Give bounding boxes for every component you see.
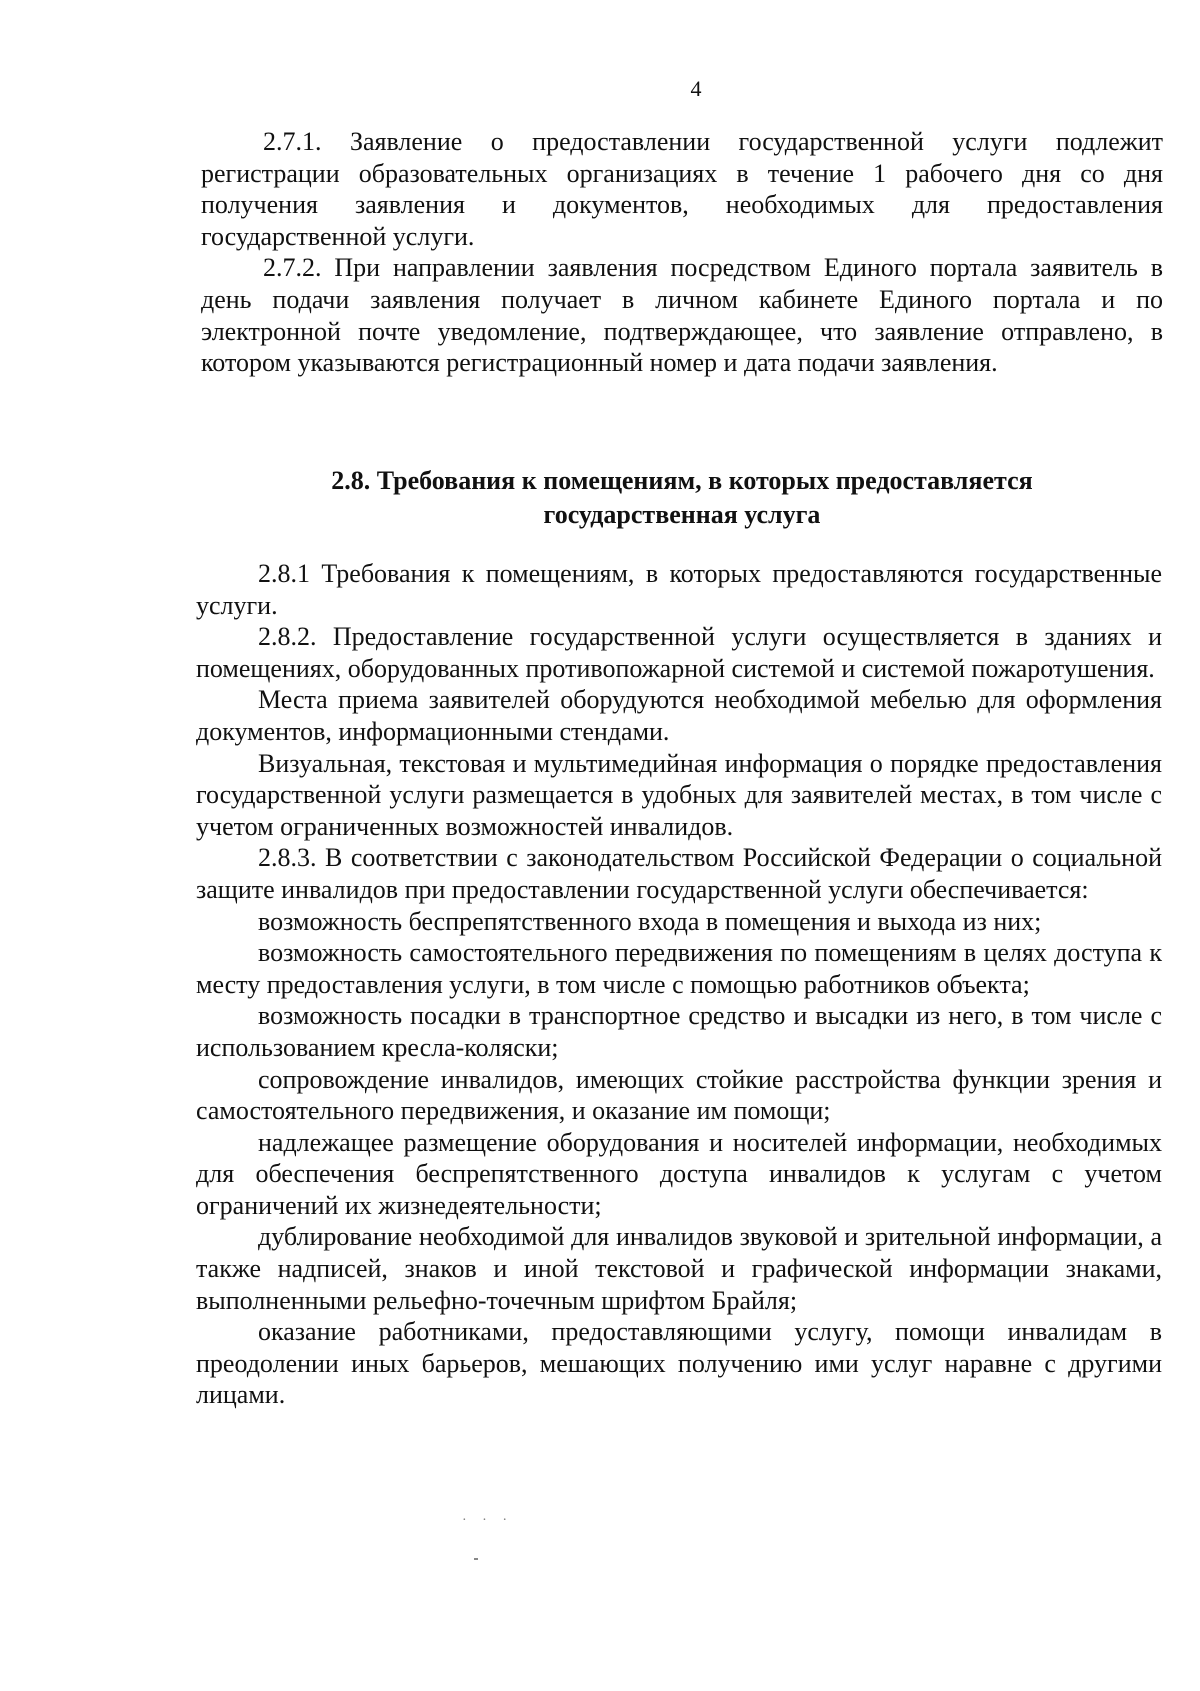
paragraph-2-7-2: 2.7.2. При направлении заявления посредством Единого портала заявитель в день подачи заявления получает в личном кабинете Единого портала и по электронной почте уведомление, подтверждающее, что заявление отправлено, в котором указываются регистрационный номер и дата подачи заявления. — [201, 253, 1163, 378]
list-item-equipment-placement: надлежащее размещение оборудования и носителей информации, необходимых для обеспечения беспрепятственного доступа инвалидов к услугам с учетом ограничений их жизнедеятельности; — [196, 1127, 1162, 1220]
list-item-staff-assistance: оказание работниками, предоставляющими услугу, помощи инвалидам в преодолении иных барьеров, мешающих получению ими услуг наравне с другими лицами. — [196, 1317, 1162, 1410]
list-item-escort: сопровождение инвалидов, имеющих стойкие расстройства функции зрения и самостоятельного передвижения, и оказание им помощи; — [196, 1064, 1162, 1126]
heading-line-1: 2.8. Требования к помещениям, в которых предоставляется — [331, 466, 1033, 495]
list-item-entrance-access: возможность беспрепятственного входа в помещения и выхода из них; — [258, 906, 1042, 936]
section-2-8-heading — [201, 464, 1163, 532]
section-2-8-text — [196, 558, 1162, 1411]
paragraph-2-8-3: 2.8.3. В соответствии с законодательством Российской Федерации о социальной защите инвалидов при предоставлении государственной услуги обеспечивается: — [196, 843, 1162, 904]
paragraph-2-7-1: 2.7.1. Заявление о предоставлении государственной услуги подлежит регистрации образовательных организациях в течение 1 рабочего дня со дня получения заявления и документов, необходимых для предоставления государственной услуги. — [201, 127, 1163, 251]
paragraph-visual-info: Визуальная, текстовая и мультимедийная информация о порядке предоставления государственной услуги размещается в удобных для заявителей местах, в том числе с учетом ограниченных возможностей инвалидов. — [196, 748, 1162, 841]
page-number: 4 — [690, 76, 702, 101]
scan-artifact-mark — [474, 1558, 478, 1560]
scan-artifact-dots: · · · — [462, 1513, 513, 1528]
list-item-transport-boarding: возможность посадки в транспортное средство и высадки из него, в том числе с использованием кресла-коляски; — [196, 1001, 1162, 1062]
paragraph-reception-places: Места приема заявителей оборудуются необходимой мебелью для оформления документов, информационными стендами. — [196, 685, 1162, 746]
paragraph-2-8-1: 2.8.1 Требования к помещениям, в которых предоставляются государственные услуги. — [196, 559, 1162, 620]
list-item-braille-duplication: дублирование необходимой для инвалидов звуковой и зрительной информации, а также надписей, знаков и иной текстовой и графической информации знаками, выполненными рельефно-точечным шрифтом Брайля; — [196, 1222, 1162, 1315]
list-item-independent-movement: возможность самостоятельного передвижения по помещениям в целях доступа к месту предоставления услуги, в том числе с помощью работников объекта; — [196, 938, 1162, 999]
paragraph-2-8-2: 2.8.2. Предоставление государственной услуги осуществляется в зданиях и помещениях, оборудованных противопожарной системой и системой пожаротушения. — [196, 622, 1162, 683]
heading-line-2: государственная услуга — [543, 500, 821, 529]
section-2-7-text — [201, 126, 1163, 379]
